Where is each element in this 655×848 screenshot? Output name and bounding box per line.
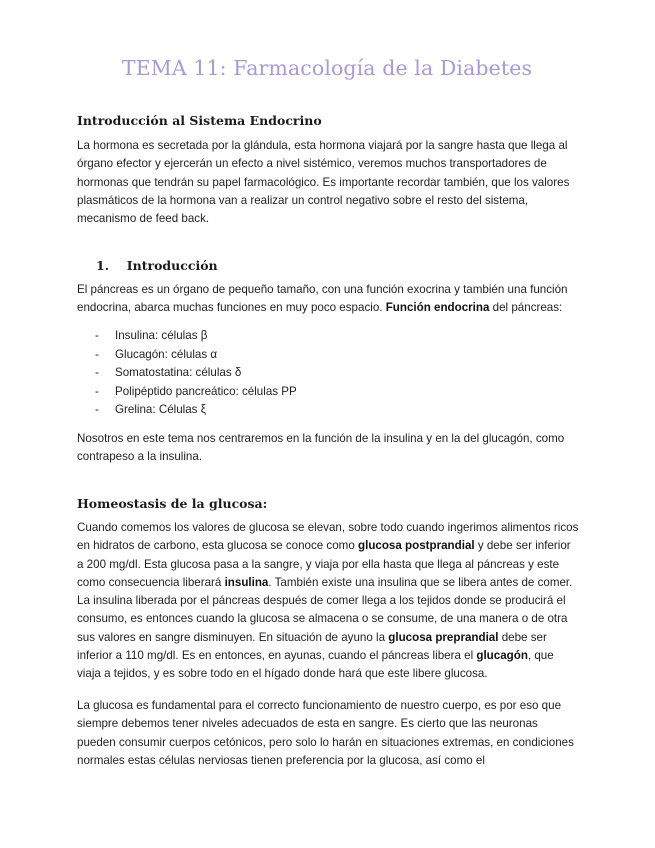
glucagon-bold: glucagón [476,649,528,663]
list-item: - Polipéptido pancreático: células PP [95,384,297,398]
insulin-bold: insulina [224,575,269,589]
section-1-heading [96,258,218,273]
list-item: - Glucagón: células α [95,347,218,361]
preprandial-bold: glucosa preprandial [388,630,499,644]
document-title: TEMA 11: Farmacología de la Diabetes [121,56,533,80]
pancreas-paragraph: El páncreas es un órgano de pequeño tamaño, con una función exocrina y también una función endocrina, abarca muchas funciones en muy poco espacio. Función endocrina del páncreas: [77,283,568,315]
homeostasis-heading: Homeostasis de la glucosa: [77,496,268,511]
intro-heading: Introducción al Sistema Endocrino [77,113,322,128]
intro-paragraph: La hormona es secretada por la glándula, esta hormona viajará por la sangre hasta que llega al órgano efector y ejercerán un efecto a nivel sistémico, veremos muchos transportadores de hormonas que tendrán su papel farmacológico. Es importante recordar también, que los valores plasmáticos de la hormona van a realizar un control negativo sobre el resto del sistema, mecanismo de feed back. [77,139,570,226]
homeostasis-paragraph-2: La glucosa es fundamental para el correcto funcionamiento de nuestro cuerpo, es por eso que siempre debemos tener niveles adecuados de esta en sangre. Es cierto que las neuronas pueden consumir cuerpos cetónicos, pero solo lo harán en situaciones extremas, en condiciones normales estas células nerviosas tienen preferencia por la glucosa, así como el [77,699,574,767]
list-item: - Grelina: Células ξ [95,403,206,417]
endocrine-function-bold: Función endocrina [385,301,490,315]
list-item: - Insulina: células β [95,329,208,342]
focus-paragraph: Nosotros en este tema nos centraremos en la función de la insulina y en la del glucagón, como contrapeso a la insulina. [77,432,565,464]
postprandial-bold: glucosa postprandial [358,539,475,553]
homeostasis-paragraph-1: Cuando comemos los valores de glucosa se elevan, sobre todo cuando ingerimos alimentos ricos en hidratos de carbono, esta glucosa se conoce como glucosa postprandial y debe ser inferior a 200 mg/dl. Esta glucosa pasa a la sangre, y viaja por ella hasta que llega al páncreas y este como consecuencia liberará insulina. También existe una insulina que se libera antes de comer. La insulina liberada por el páncreas después de comer llega a los tejidos donde se producirá el consumo, es entonces cuando la glucosa se almacena o se consume, de una manera o de otra sus valores en sangre disminuyen. En situación de ayuno la glucosa preprandial debe ser inferior a 110 mg/dl. Es en entonces, en ayunas, cuando el páncreas libera el glucagón, que viaja a tejidos, y es sobre todo en el hígado donde hará que este libere glucosa. [77,521,579,681]
pancreatic-hormones-list [77,327,297,420]
list-item: - Somatostatina: células δ [95,366,242,380]
section-1-number: 1. [96,258,110,273]
section-1-title: Introducción [126,258,218,273]
